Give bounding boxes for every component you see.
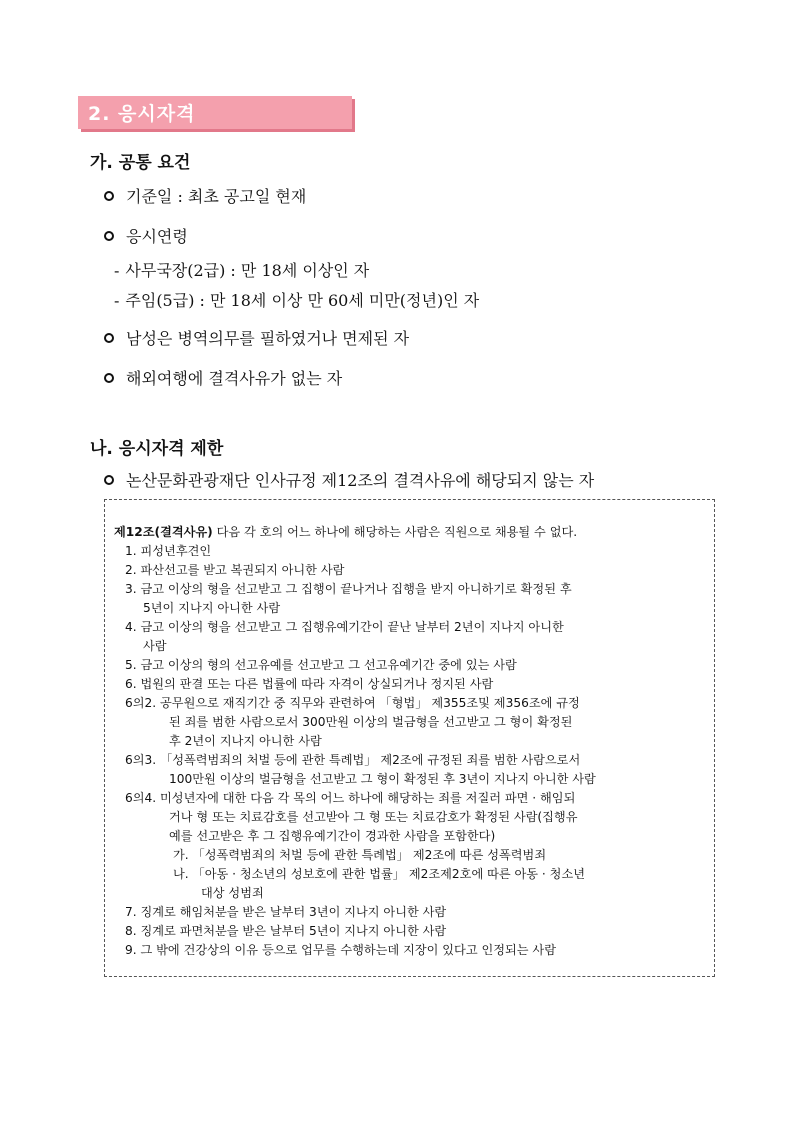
bullet-item bbox=[104, 366, 342, 389]
section-title: 2. 응시자격 bbox=[88, 103, 196, 125]
bullet-text: 응시연령 bbox=[126, 227, 188, 246]
article-line: 예를 선고받은 후 그 집행유예기간이 경과한 사람을 포함한다) bbox=[169, 829, 496, 843]
bullet-text: 해외여행에 결격사유가 없는 자 bbox=[126, 369, 343, 388]
article-line: 6. 법원의 판결 또는 다른 법률에 따라 자격이 상실되거나 정지된 사람 bbox=[125, 677, 494, 691]
article-line: 3. 금고 이상의 형을 선고받고 그 집행이 끝나거나 집행을 받지 아니하기로 확정된 후 bbox=[125, 582, 572, 596]
bullet-text: 기준일 : 최초 공고일 현재 bbox=[126, 187, 307, 206]
dash-item bbox=[114, 258, 369, 281]
article-line: 6의2. 공무원으로 재직기간 중 직무와 관련하여 「형법」 제355조및 제356조에 규정 bbox=[125, 696, 580, 710]
article-line: 6의4. 미성년자에 대한 다음 각 목의 어느 하나에 해당하는 죄를 저질러 파면 · 해임되 bbox=[125, 791, 576, 805]
bullet-item bbox=[104, 224, 188, 247]
subsection-title-common: 가. 공통 요건 bbox=[90, 153, 191, 173]
article-line: 4. 금고 이상의 형을 선고받고 그 집행유예기간이 끝난 날부터 2년이 지나지 아니한 bbox=[125, 620, 564, 634]
subsection-title-restrictions: 나. 응시자격 제한 bbox=[90, 439, 224, 459]
article-line: 후 2년이 지나지 아니한 사람 bbox=[169, 734, 322, 748]
circle-bullet-icon bbox=[104, 475, 114, 485]
article-line: 6의3. 「성폭력범죄의 처벌 등에 관한 특례법」 제2조에 규정된 죄를 범한 사람으로서 bbox=[125, 753, 581, 767]
article-line: 된 죄를 범한 사람으로서 300만원 이상의 벌금형을 선고받고 그 형이 확정된 bbox=[169, 715, 573, 729]
dash-symbol: - bbox=[114, 261, 120, 280]
dash-text: 사무국장(2급) : 만 18세 이상인 자 bbox=[125, 261, 370, 280]
bullet-text: 남성은 병역의무를 필하였거나 면제된 자 bbox=[126, 329, 410, 348]
article-line: 7. 징계로 해임처분을 받은 날부터 3년이 지나지 아니한 사람 bbox=[125, 905, 447, 919]
article-line: 나. 「아동 · 청소년의 성보호에 관한 법률」 제2조제2호에 따른 아동 · 청소년 bbox=[173, 867, 585, 881]
bullet-item bbox=[104, 184, 306, 207]
circle-bullet-icon bbox=[104, 191, 114, 201]
bullet-text: 논산문화관광재단 인사규정 제12조의 결격사유에 해당되지 않는 자 bbox=[126, 471, 595, 490]
dash-symbol: - bbox=[114, 291, 120, 310]
bullet-item bbox=[104, 326, 409, 349]
dash-item bbox=[114, 288, 479, 311]
article-first-line bbox=[114, 523, 577, 541]
article-line: 5. 금고 이상의 형의 선고유예를 선고받고 그 선고유예기간 중에 있는 사람 bbox=[125, 658, 517, 672]
article-intro: 다음 각 호의 어느 하나에 해당하는 사람은 직원으로 채용될 수 없다. bbox=[212, 525, 578, 539]
circle-bullet-icon bbox=[104, 333, 114, 343]
bullet-item bbox=[104, 468, 594, 491]
article-line: 가. 「성폭력범죄의 처벌 등에 관한 특례법」 제2조에 따른 성폭력범죄 bbox=[173, 848, 547, 862]
article-line: 1. 피성년후견인 bbox=[125, 544, 212, 558]
article-line: 거나 형 또는 치료감호를 선고받아 그 형 또는 치료감호가 확정된 사람(집행유 bbox=[169, 810, 578, 824]
article-line: 8. 징계로 파면처분을 받은 날부터 5년이 지나지 아니한 사람 bbox=[125, 924, 447, 938]
circle-bullet-icon bbox=[104, 373, 114, 383]
article-line: 9. 그 밖에 건강상의 이유 등으로 업무를 수행하는데 지장이 있다고 인정되는 사람 bbox=[125, 943, 556, 957]
article-line: 2. 파산선고를 받고 복권되지 아니한 사람 bbox=[125, 563, 345, 577]
dash-text: 주임(5급) : 만 18세 이상 만 60세 미만(정년)인 자 bbox=[125, 291, 480, 310]
article-box bbox=[104, 499, 715, 977]
article-line: 100만원 이상의 벌금형을 선고받고 그 형이 확정된 후 3년이 지나지 아니한 사람 bbox=[169, 772, 596, 786]
section-header bbox=[78, 96, 352, 129]
article-line: 대상 성범죄 bbox=[201, 886, 264, 900]
article-heading: 제12조(결격사유) bbox=[114, 525, 213, 539]
circle-bullet-icon bbox=[104, 231, 114, 241]
article-line: 사람 bbox=[143, 639, 167, 653]
article-line: 5년이 지나지 아니한 사람 bbox=[143, 601, 281, 615]
